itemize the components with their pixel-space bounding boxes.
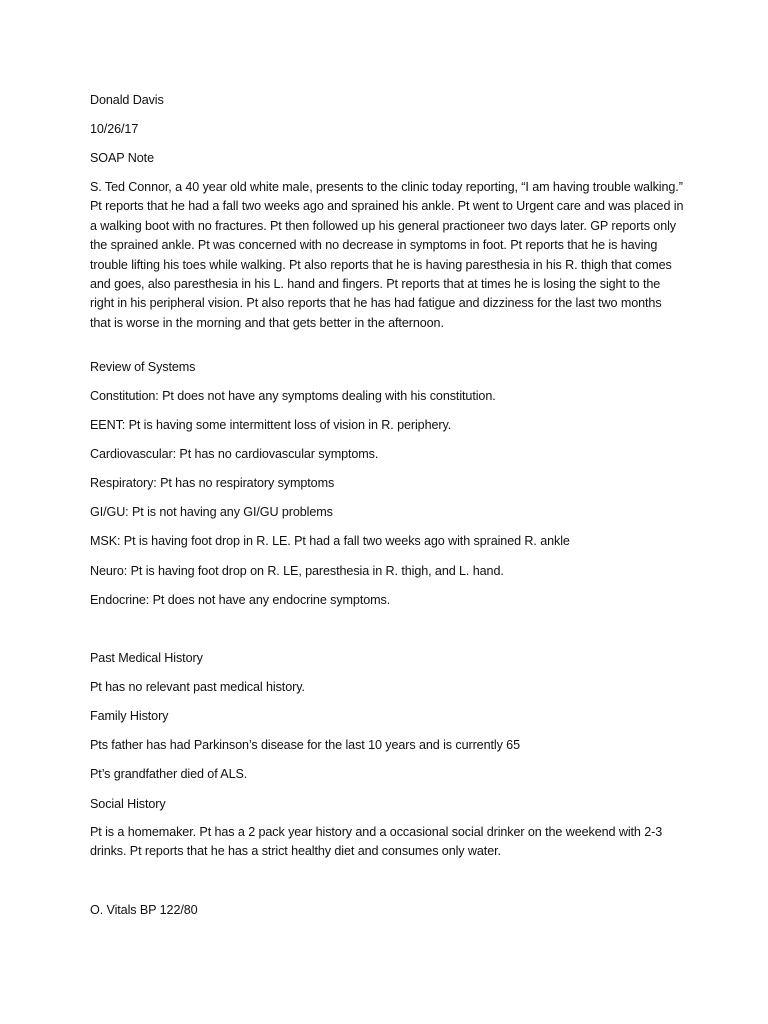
- objective-vitals: O. Vitals BP 122/80: [90, 903, 198, 917]
- fh-grandfather: Pt’s grandfather died of ALS.: [90, 767, 248, 781]
- ros-gigu: GI/GU: Pt is not having any GI/GU problems: [90, 505, 333, 519]
- subjective-paragraph: S. Ted Connor, a 40 year old white male, presents to the clinic today reporting, “I am having trouble walking.” Pt reports that he had a fall two weeks ago and sprained his ankle. Pt went to Urgent care and was placed in a walking boot with no fractures. Pt then followed up his general practioneer two days later. GP reports only the sprained ankle. Pt was concerned with no decrease in symptoms in foot. Pt reports that he is having trouble lifting his toes while walking. Pt also reports that he is having paresthesia in his R. thigh that comes and goes, also paresthesia in his L. hand and fingers. Pt reports that at times he is losing the sight to the right in his peripheral vision. Pt also reports that he has had fatigue and dizziness for the last two months that is worse in the morning and that gets better in the afternoon.: [90, 180, 684, 330]
- fh-heading: Family History: [90, 709, 169, 723]
- ros-cardiovascular: Cardiovascular: Pt has no cardiovascular symptoms.: [90, 447, 379, 461]
- document-title: SOAP Note: [90, 151, 154, 165]
- ros-heading: Review of Systems: [90, 360, 196, 374]
- ros-constitution: Constitution: Pt does not have any symptoms dealing with his constitution.: [90, 389, 496, 403]
- fh-father: Pts father has had Parkinson’s disease for the last 10 years and is currently 65: [90, 738, 520, 752]
- note-date: 10/26/17: [90, 122, 139, 136]
- ros-endocrine: Endocrine: Pt does not have any endocrine symptoms.: [90, 593, 391, 607]
- ros-msk: MSK: Pt is having foot drop in R. LE. Pt had a fall two weeks ago with sprained R. ankle: [90, 534, 570, 548]
- sh-heading: Social History: [90, 797, 166, 811]
- author-name: Donald Davis: [90, 93, 164, 107]
- ros-respiratory: Respiratory: Pt has no respiratory symptoms: [90, 476, 335, 490]
- pmh-heading: Past Medical History: [90, 651, 203, 665]
- pmh-text: Pt has no relevant past medical history.: [90, 680, 305, 694]
- ros-eent: EENT: Pt is having some intermittent loss of vision in R. periphery.: [90, 418, 452, 432]
- ros-neuro: Neuro: Pt is having foot drop on R. LE, paresthesia in R. thigh, and L. hand.: [90, 564, 504, 578]
- sh-text: Pt is a homemaker. Pt has a 2 pack year history and a occasional social drinker on the weekend with 2-3 drinks. Pt reports that he has a strict healthy diet and consumes only water.: [90, 825, 663, 859]
